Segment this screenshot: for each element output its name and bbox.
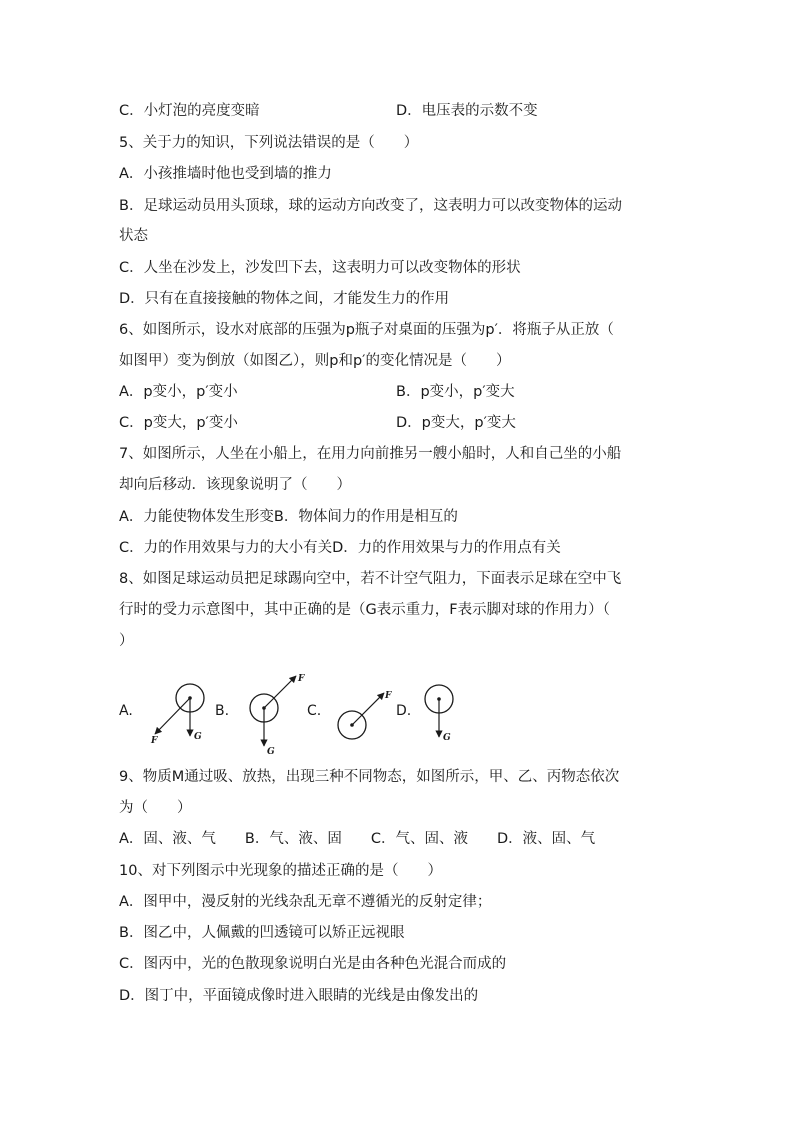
q10-option-d: D．图丁中，平面镜成像时进入眼睛的光线是由像发出的 <box>119 988 479 1004</box>
q8-force-f-c <box>352 693 384 725</box>
q4-option-c: C．小灯泡的亮度变暗 <box>119 103 260 119</box>
q8-diagram-b <box>250 674 305 757</box>
q8-diagram-a <box>150 684 204 746</box>
q5-option-d: D．只有在直接接触的物体之间，才能发生力的作用 <box>119 291 450 307</box>
q4-option-d: D．电压表的示数不变 <box>396 103 538 119</box>
q8-label-f-a: F <box>151 736 158 746</box>
q6-stem-continued: 如图甲）变为倒放（如图乙），则p和p′的变化情况是（ ） <box>119 353 511 369</box>
q8-label-f-b: F <box>298 674 305 684</box>
q7-options-ab: A．力能使物体发生形变B．物体间力的作用是相互的 <box>119 509 458 525</box>
q8-label-g-a: G <box>194 732 202 742</box>
q10-option-b: B．图乙中，人佩戴的凹透镜可以矫正远视眼 <box>119 925 405 941</box>
q5-option-b-continued: 状态 <box>119 228 148 244</box>
q9-stem: 9、物质M通过吸、放热，出现三种不同物态，如图所示，甲、乙、丙物态依次 <box>119 769 620 785</box>
q10-stem: 10、对下列图示中光现象的描述正确的是（ ） <box>119 863 442 879</box>
q6-option-c: C．p变大，p′变小 <box>119 415 238 431</box>
q8-diagram-d <box>425 685 453 743</box>
q8-option-b-letter: B. <box>215 703 230 719</box>
q7-stem: 7、如图所示，人坐在小船上，在用力向前推另一艘小船时，人和自己坐的小船 <box>119 446 622 462</box>
q8-force-f-b <box>264 676 296 708</box>
q5-option-c: C．人坐在沙发上，沙发凹下去，这表明力可以改变物体的形状 <box>119 260 521 276</box>
q8-label-g-d: G <box>443 733 451 743</box>
q6-stem: 6、如图所示，设水对底部的压强为p瓶子对桌面的压强为p′．将瓶子从正放（ <box>119 322 614 338</box>
q8-force-diagrams <box>110 672 530 764</box>
q8-diagram-c <box>338 691 392 739</box>
q8-option-a-letter: A. <box>119 703 133 719</box>
q8-label-g-b: G <box>267 747 275 757</box>
q5-option-b: B．足球运动员用头顶球，球的运动方向改变了，这表明力可以改变物体的运动 <box>119 198 622 214</box>
q7-stem-continued: 却向后移动．该现象说明了（ ） <box>119 477 351 493</box>
q5-option-a: A．小孩推墙时他也受到墙的推力 <box>119 166 332 182</box>
q6-option-b: B．p变小，p′变大 <box>396 384 515 400</box>
q5-stem: 5、关于力的知识，下列说法错误的是（ ） <box>119 135 419 151</box>
q10-option-a: A．图甲中，漫反射的光线杂乱无章不遵循光的反射定律； <box>119 894 492 910</box>
q10-option-c: C．图丙中，光的色散现象说明白光是由各种色光混合而成的 <box>119 956 507 972</box>
q6-option-a: A．p变小，p′变小 <box>119 384 238 400</box>
q8-option-d-letter: D. <box>396 703 412 719</box>
q8-label-f-c: F <box>385 691 392 701</box>
q8-stem-continued: 行时的受力示意图中，其中正确的是（G表示重力，F表示脚对球的作用力）（ <box>119 602 610 618</box>
q7-options-cd: C．力的作用效果与力的大小有关D．力的作用效果与力的作用点有关 <box>119 540 561 556</box>
q9-options: A．固、液、气 B．气、液、固 C．气、固、液 D．液、固、气 <box>119 831 596 847</box>
q8-stem-end: ） <box>119 633 134 649</box>
q8-force-f-a <box>155 698 190 734</box>
q8-option-c-letter: C. <box>307 703 322 719</box>
q6-option-d: D．p变大，p′变大 <box>396 415 516 431</box>
q9-stem-continued: 为（ ） <box>119 800 192 816</box>
q8-stem: 8、如图足球运动员把足球踢向空中，若不计空气阻力，下面表示足球在空中飞 <box>119 571 622 587</box>
